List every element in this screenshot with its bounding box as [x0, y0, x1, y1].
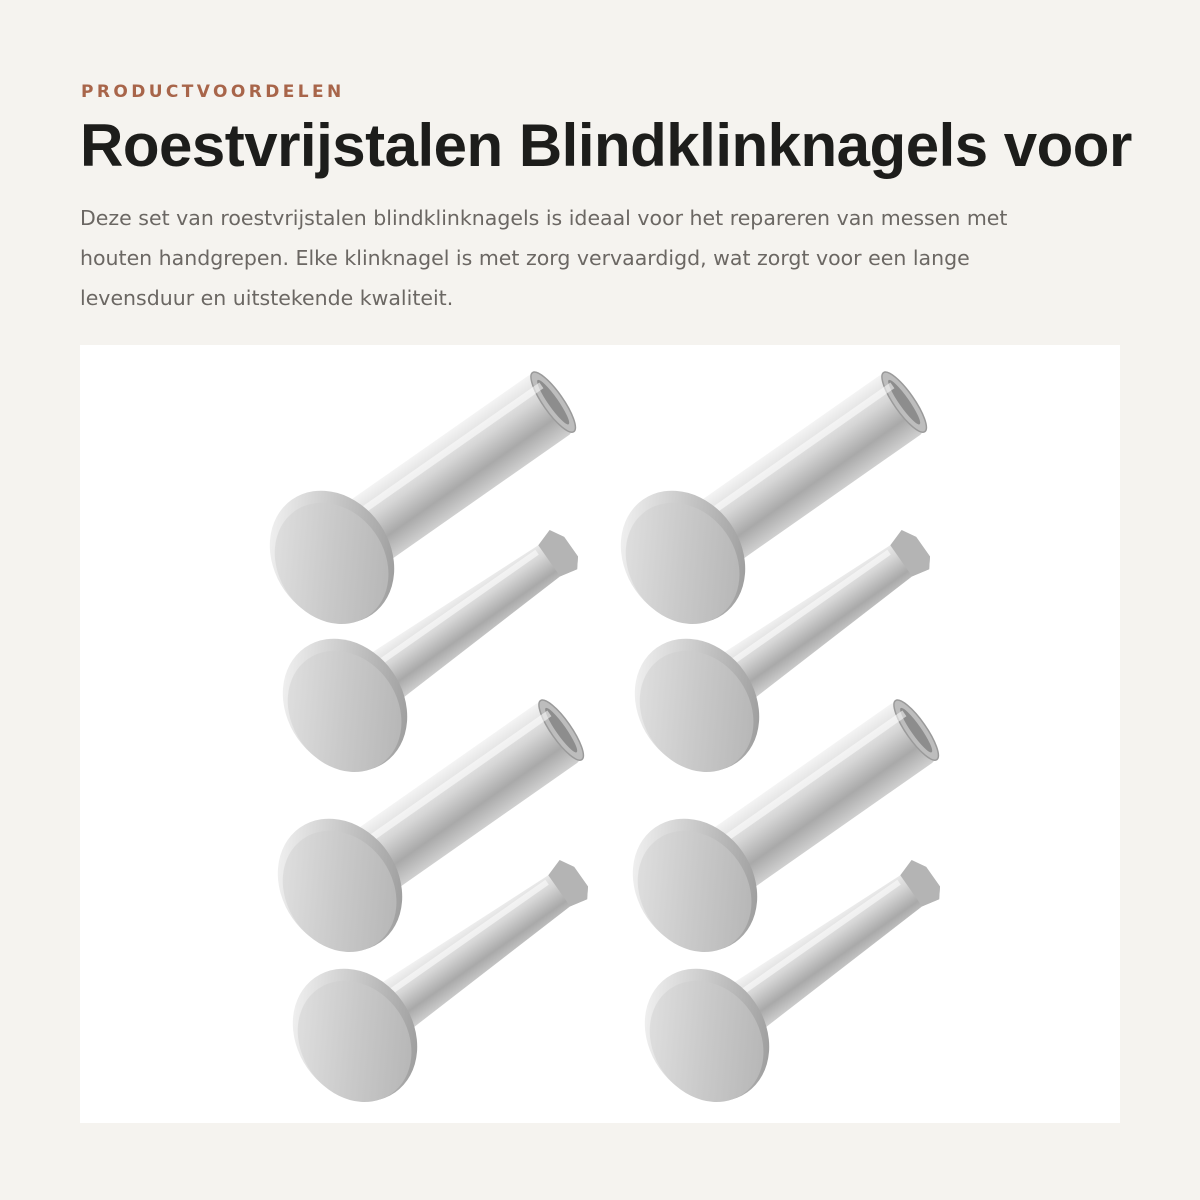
section-title: Roestvrijstalen Blindklinknagels voor: [80, 112, 1132, 179]
section-description: Deze set van roestvrijstalen blindklinknagels is ideaal voor het repareren van messen met houten handgrepen. Elke klinknagel is met zorg vervaardigd, wat zorgt voor een lange levensduur en uitstekende kwaliteit.: [80, 206, 1008, 310]
product-image: [80, 345, 1120, 1123]
section-eyebrow: PRODUCTVOORDELEN: [81, 82, 345, 102]
rivet: [244, 367, 582, 648]
rivets-illustration: [80, 345, 1120, 1123]
rivet: [595, 367, 933, 648]
